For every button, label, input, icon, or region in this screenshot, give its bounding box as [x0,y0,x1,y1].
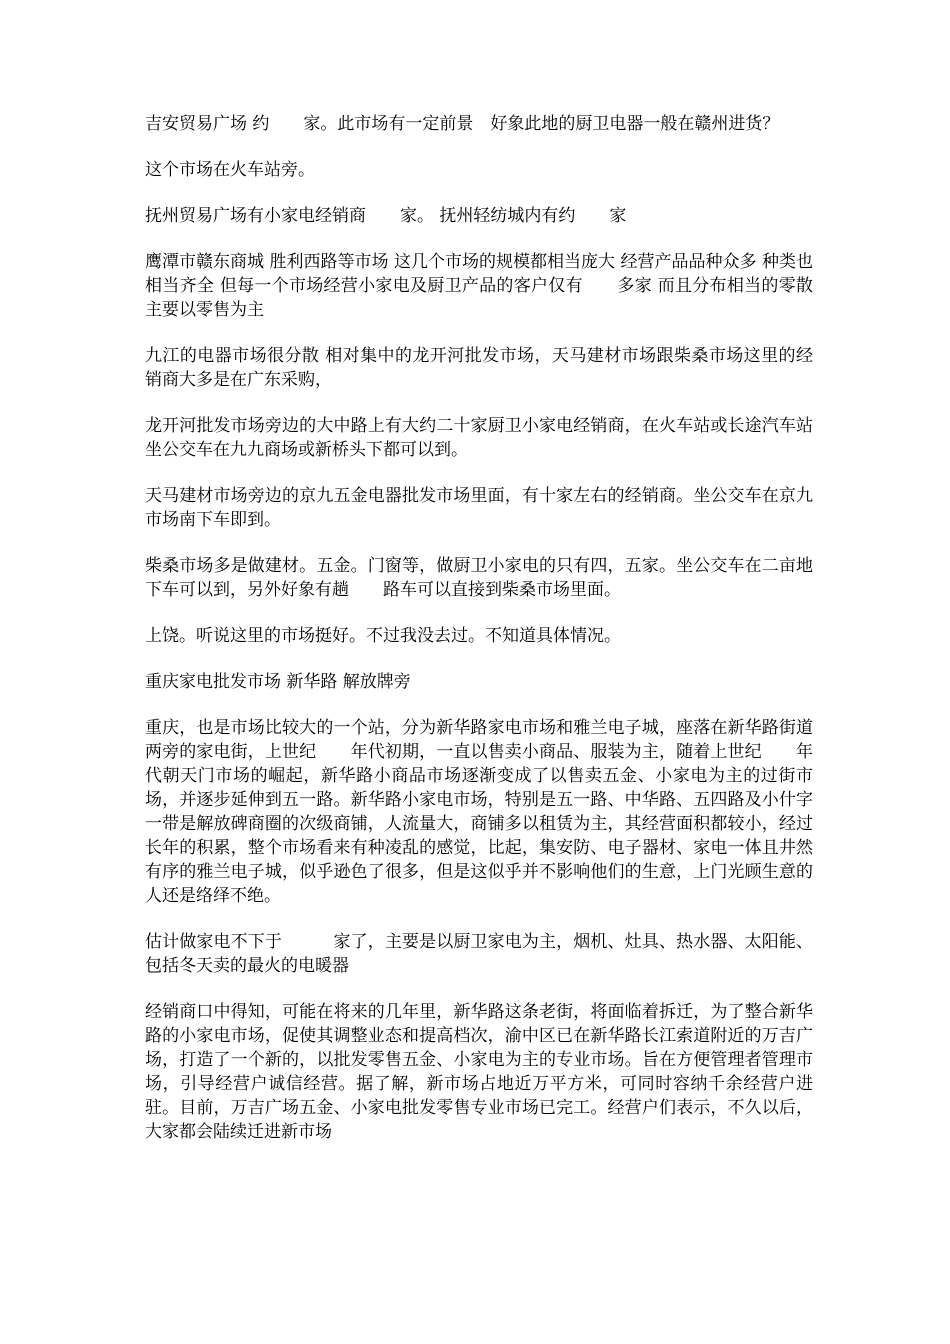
paragraph-fuzhou-market: 抚州贸易广场有小家电经销商 家。 抚州轻纺城内有约 家 [145,206,627,226]
paragraph-train-station: 这个市场在火车站旁。 [145,160,315,180]
paragraph-ji-an-market: 吉安贸易广场 约 家。此市场有一定前景 好象此地的厨卫电器一般在赣州进货？ [145,114,780,134]
document-body [145,112,813,1166]
paragraph-tianma-market: 天马建材市场旁边的京九五金电器批发市场里面，有十家左右的经销商。坐公交车在京九市场南下车即到。 [145,486,813,530]
paragraph-dealer-estimate: 估计做家电不下于 家了，主要是以厨卫家电为主，烟机、灶具、热水器、太阳能、包括冬天卖的最火的电暖器 [145,932,813,976]
paragraph-chongqing-description: 重庆，也是市场比较大的一个站，分为新华路家电市场和雅兰电子城，座落在新华路街道两旁的家电街，上世纪 年代初期，一直以售卖小商品、服装为主，随着上世纪 年代朝天门市场的崛起，新华路小商品市场逐渐变成了以售卖五金、小家电为主的过街市场，并逐步延伸到五一路。新华路小家电市场，特别是五一路、中华路、五四路及小什字一带是解放碑商圈的次级商铺，人流量大，商铺多以租赁为主，其经营面积都较小，经过长年的积累，整个市场看来有种凌乱的感觉，比起，集安防、电子器材、家电一体且井然有序的雅兰电子城，似乎逊色了很多，但是这似乎并不影响他们的生意，上门光顾生意的人还是络绎不绝。 [145,718,813,906]
paragraph-longkaihe-market: 龙开河批发市场旁边的大中路上有大约二十家厨卫小家电经销商，在火车站或长途汽车站坐公交车在九九商场或新桥头下都可以到。 [145,416,813,460]
paragraph-chongqing-heading: 重庆家电批发市场 新华路 解放牌旁 [145,672,411,692]
paragraph-new-market-plan: 经销商口中得知，可能在将来的几年里，新华路这条老街，将面临着拆迁，为了整合新华路的小家电市场，促使其调整业态和提高档次，渝中区已在新华路长江索道附近的万吉广场，打造了一个新的，以批发零售五金、小家电为主的专业市场。旨在方便管理者管理市场，引导经营户诚信经营。据了解，新市场占地近万平方米，可同时容纳千余经营户进驻。目前，万吉广场五金、小家电批发零售专业市场已完工。经营户们表示，不久以后，大家都会陆续迁进新市场 [145,1002,813,1142]
paragraph-yingtan-market: 鹰潭市赣东商城 胜利西路等市场 这几个市场的规模都相当庞大 经营产品品种众多 种类也相当齐全 但每一个市场经营小家电及厨卫产品的客户仅有 多家 而且分布相当的零散 主要以零售为主 [145,252,813,320]
paragraph-chaisang-market: 柴桑市场多是做建材。五金。门窗等，做厨卫小家电的只有四，五家。坐公交车在二亩地下车可以到，另外好象有趟 路车可以直接到柴桑市场里面。 [145,556,813,600]
paragraph-jiujiang-market: 九江的电器市场很分散 相对集中的龙开河批发市场，天马建材市场跟柴桑市场这里的经销商大多是在广东采购， [145,346,813,390]
paragraph-shangrao-market: 上饶。听说这里的市场挺好。不过我没去过。不知道具体情况。 [145,626,621,646]
